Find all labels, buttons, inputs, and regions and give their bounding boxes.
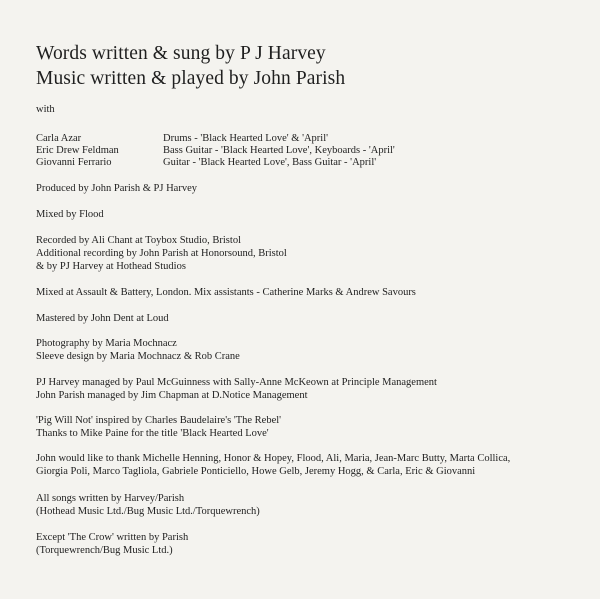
mastered-credit: Mastered by John Dent at Loud bbox=[36, 313, 169, 324]
mixed-at-credit: Mixed at Assault & Battery, London. Mix assistants - Catherine Marks & Andrew Savours bbox=[36, 287, 416, 298]
musician-role: Bass Guitar - 'Black Hearted Love', Keyboards - 'April' bbox=[163, 145, 395, 156]
mixed-credit: Mixed by Flood bbox=[36, 209, 104, 220]
musician-name: Eric Drew Feldman bbox=[36, 145, 119, 156]
recorded-credit-line: Recorded by Ali Chant at Toybox Studio, Bristol bbox=[36, 235, 241, 246]
recorded-credit-line: & by PJ Harvey at Hothead Studios bbox=[36, 261, 186, 272]
design-credit-line: Photography by Maria Mochnacz bbox=[36, 338, 177, 349]
with-label: with bbox=[36, 104, 55, 115]
heading-line-2: Music written & played by John Parish bbox=[36, 68, 346, 89]
thanks-line: John would like to thank Michelle Henning, Honor & Hopey, Flood, Ali, Maria, Jean-Marc Butty, Marta Collica, bbox=[36, 453, 511, 464]
except-line: (Torquewrench/Bug Music Ltd.) bbox=[36, 545, 173, 556]
musician-name: Giovanni Ferrario bbox=[36, 157, 112, 168]
musician-role: Guitar - 'Black Hearted Love', Bass Guitar - 'April' bbox=[163, 157, 377, 168]
heading-line-1: Words written & sung by P J Harvey bbox=[36, 43, 326, 64]
musician-role: Drums - 'Black Hearted Love' & 'April' bbox=[163, 133, 329, 144]
musician-name: Carla Azar bbox=[36, 133, 82, 144]
publishing-line: (Hothead Music Ltd./Bug Music Ltd./Torquewrench) bbox=[36, 506, 260, 517]
publishing-line: All songs written by Harvey/Parish bbox=[36, 493, 185, 504]
management-credit-line: PJ Harvey managed by Paul McGuinness with Sally-Anne McKeown at Principle Management bbox=[36, 377, 437, 388]
recorded-credit-line: Additional recording by John Parish at Honorsound, Bristol bbox=[36, 248, 287, 259]
inspiration-line: 'Pig Will Not' inspired by Charles Baudelaire's 'The Rebel' bbox=[36, 415, 282, 426]
except-line: Except 'The Crow' written by Parish bbox=[36, 532, 189, 543]
inspiration-line: Thanks to Mike Paine for the title 'Black Hearted Love' bbox=[36, 428, 269, 439]
management-credit-line: John Parish managed by Jim Chapman at D.Notice Management bbox=[36, 390, 308, 401]
design-credit-line: Sleeve design by Maria Mochnacz & Rob Crane bbox=[36, 351, 240, 362]
thanks-line: Giorgia Poli, Marco Tagliola, Gabriele Ponticiello, Howe Gelb, Jeremy Hogg, & Carla, Eric & Giovanni bbox=[36, 466, 476, 477]
produced-credit: Produced by John Parish & PJ Harvey bbox=[36, 183, 197, 194]
